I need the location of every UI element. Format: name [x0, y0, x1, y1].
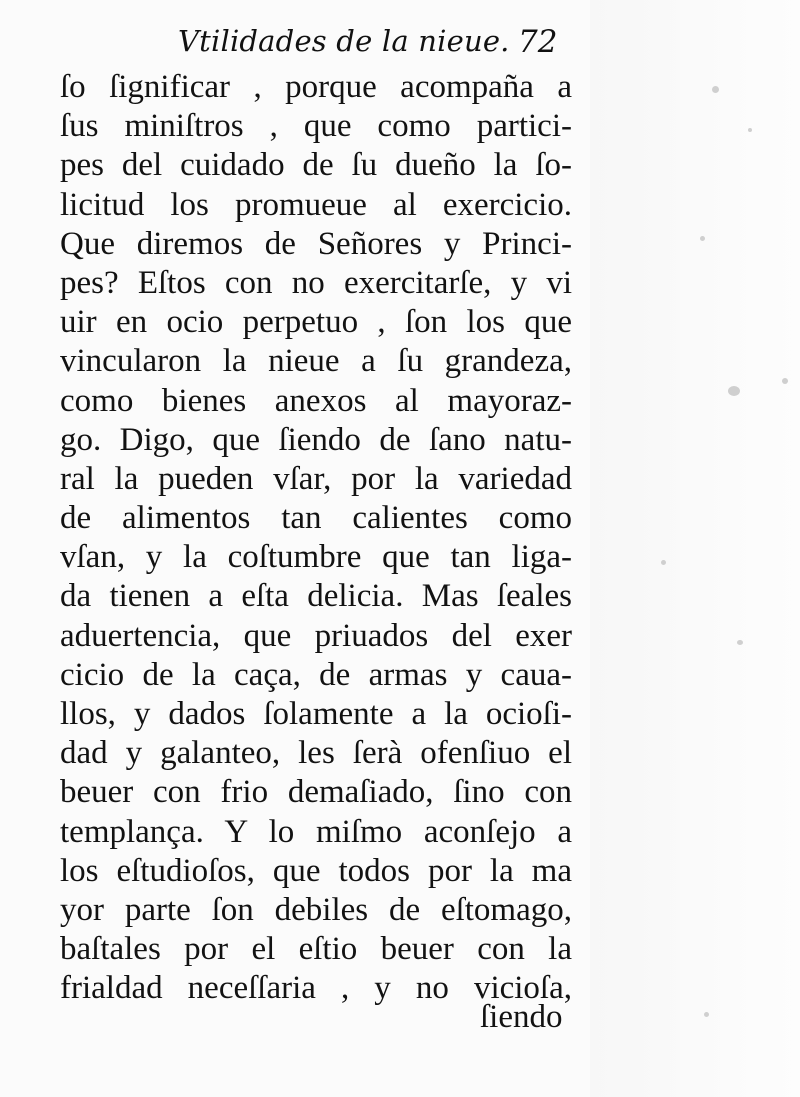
text-line: templança. Y lo miſmo aconſejo a [60, 813, 572, 850]
text-line: beuer con frio demaſiado, ſino con [60, 774, 572, 811]
text-line: yor parte ſon debiles de eſtomago, [60, 891, 572, 928]
paper-speck [704, 1012, 709, 1017]
text-line: ral la pueden vſar, por la variedad [60, 460, 572, 497]
text-line: cicio de la caça, de armas y caua- [60, 656, 572, 693]
text-line: baſtales por el eſtio beuer con la [60, 931, 572, 968]
text-line: Que diremos de Señores y Princi- [60, 225, 572, 262]
paper-speck [700, 236, 705, 241]
text-line: da tienen a eſta delicia. Mas ſeales [60, 578, 572, 615]
text-line: licitud los promueue al exercicio. [60, 186, 572, 223]
text-line: pes del cuidado de ſu dueño la ſo- [60, 147, 572, 184]
text-line: los eſtudioſos, que todos por la ma [60, 852, 572, 889]
text-line: go. Digo, que ſiendo de ſano natu- [60, 421, 572, 458]
text-line: ſus miniſtros , que como partici- [60, 108, 572, 145]
page-header [0, 18, 800, 68]
text-line: uir en ocio perpetuo , ſon los que [60, 304, 572, 341]
body-text [60, 68, 572, 1009]
text-line: ſo ſignificar , porque acompaña a [60, 69, 572, 105]
text-line: vſan, y la coſtumbre que tan liga- [60, 539, 572, 576]
paper-speck [737, 640, 743, 645]
paper-speck [748, 128, 752, 132]
paper-speck [712, 86, 719, 93]
text-line: vincularon la nieue a ſu grandeza, [60, 343, 572, 380]
paper-speck [782, 378, 788, 384]
text-line: pes? Eſtos con no exercitarſe, y vi [60, 264, 572, 301]
running-title: Vtilidades de la nieue. [178, 24, 510, 58]
text-line: aduertencia, que priuados del exer [60, 617, 572, 654]
text-line: frialdad neceſſaria , y no vicioſa, [60, 970, 572, 1007]
page-number: 72 [518, 24, 558, 60]
catchword: ſiendo [480, 999, 563, 1035]
paper-speck [661, 560, 666, 565]
page-margin [590, 0, 800, 1097]
text-line: dad y galanteo, les ſerà ofenſiuo el [60, 735, 572, 772]
text-line: de alimentos tan calientes como [60, 500, 572, 537]
text-line: llos, y dados ſolamente a la ocioſi- [60, 696, 572, 732]
paper-speck [728, 386, 740, 396]
text-line: como bienes anexos al mayoraz- [60, 382, 572, 419]
